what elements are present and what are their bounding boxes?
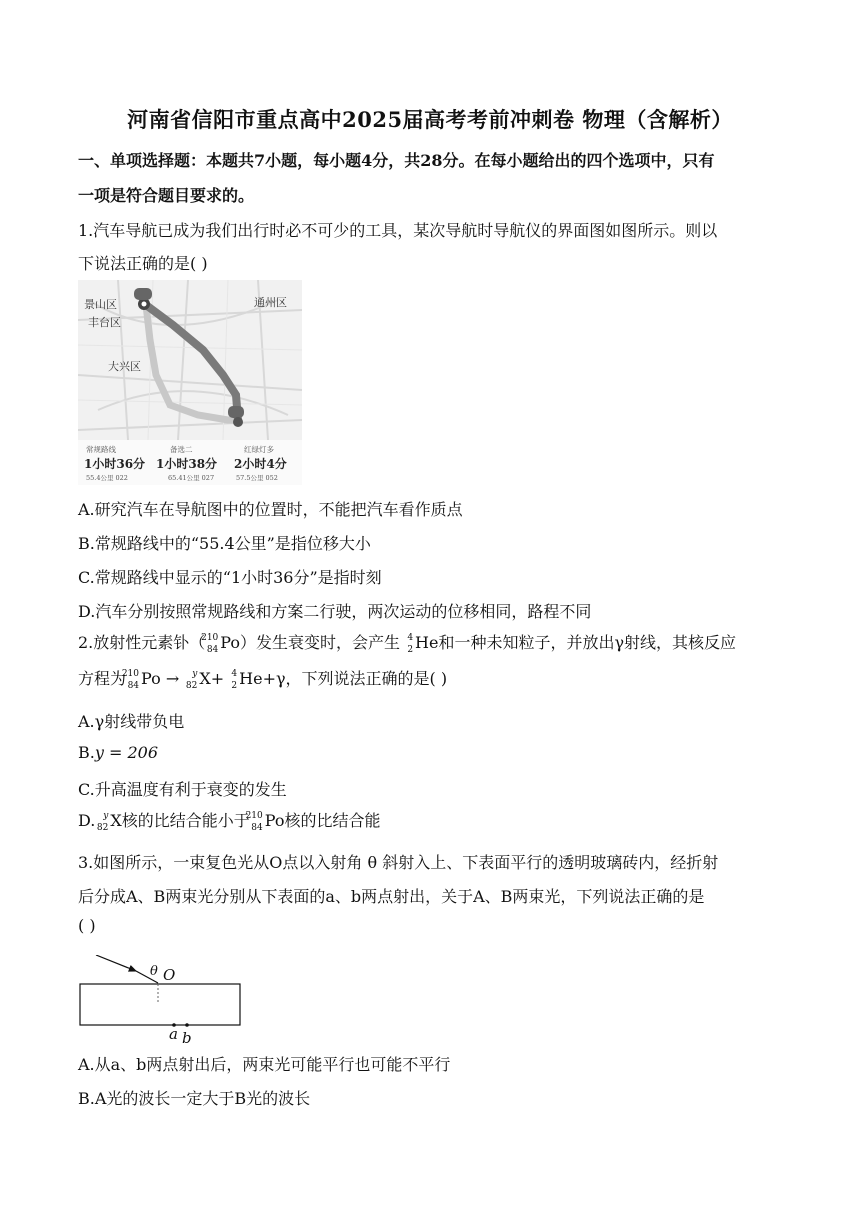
eq-he-atomic: 2 xyxy=(231,680,238,691)
eq-he-symbol: He xyxy=(239,669,263,688)
q3-option-b: B.A光的波长一定大于B光的波长 xyxy=(78,1089,311,1108)
q2-option-d-prefix: D. xyxy=(78,811,96,830)
point-a-label: a xyxy=(169,1025,178,1043)
map-label-0: 景山区 xyxy=(84,298,117,311)
route-info-1: 65.41公里 027 xyxy=(168,474,215,482)
eq-po-mass: 210 xyxy=(121,668,140,679)
q2-option-d-mid: 核的比结合能小于 xyxy=(121,811,250,830)
q2-option-c: C.升高温度有利于衰变的发生 xyxy=(78,780,287,799)
route-info-0: 55.4公里 022 xyxy=(86,474,128,482)
po-nuclide xyxy=(201,632,219,655)
eq-po-nuclide xyxy=(121,668,140,691)
section-heading-line2: 一项是符合题目要求的。 xyxy=(78,186,255,205)
q3-stem-line2: 后分成A、B两束光分别从下表面的a、b两点射出，关于A、B两束光，下列说法正确的是 xyxy=(78,887,705,906)
q2-option-b xyxy=(78,743,158,762)
map-label-3: 大兴区 xyxy=(108,360,141,373)
optd-x-atomic: 82 xyxy=(96,822,109,833)
q2-option-d xyxy=(78,808,381,833)
map-label-1: 通州区 xyxy=(254,296,287,309)
q2-stem-line2 xyxy=(78,666,447,691)
q2-stem-part3: 和一种未知粒子，并放出γ射线，其核反应 xyxy=(438,633,737,652)
q2-option-d-end: 核的比结合能 xyxy=(284,811,381,830)
eq-x-atomic: 82 xyxy=(185,680,198,691)
q3-stem-line1: 3.如图所示，一束复色光从O点以入射角 θ 斜射入上、下表面平行的透明玻璃砖内，经折射 xyxy=(78,853,719,872)
route-time-0: 1小时36分 xyxy=(84,457,146,471)
q2-stem-part1: 2.放射性元素钋（ xyxy=(78,633,206,652)
route-time-1: 1小时38分 xyxy=(156,457,218,471)
q2-stem-part2: ）发生衰变时，会产生 xyxy=(240,633,401,652)
po-atomic: 84 xyxy=(206,644,219,655)
q1-option-c: C.常规路线中显示的“1小时36分”是指时刻 xyxy=(78,568,382,587)
q2-option-b-prefix: B. xyxy=(78,743,95,762)
navigation-map-figure xyxy=(78,280,302,485)
q2-option-b-equation: y = 206 xyxy=(94,743,158,762)
q1-option-d: D.汽车分别按照常规路线和方案二行驶，两次运动的位移相同，路程不同 xyxy=(78,602,592,621)
q2-stem-line1 xyxy=(78,630,736,655)
eq-plus: + xyxy=(210,669,225,688)
eq-x-symbol: X xyxy=(199,669,211,688)
eq-he-mass: 4 xyxy=(231,668,238,679)
optd-po-atomic: 84 xyxy=(251,822,263,833)
q2-option-a: A.γ射线带负电 xyxy=(78,712,185,731)
page-title: 河南省信阳市重点高中2025届高考考前冲刺卷 物理（含解析） xyxy=(127,107,733,132)
route-name-2: 红绿灯多 xyxy=(244,445,274,454)
point-b-label: b xyxy=(182,1029,192,1045)
q1-option-a: A.研究汽车在导航图中的位置时，不能把汽车看作质点 xyxy=(78,500,463,519)
optd-x-mass: y xyxy=(103,810,109,821)
theta-label: θ xyxy=(150,964,158,979)
q2-stem2-part2: ，下列说法正确的是( ) xyxy=(285,669,448,688)
he-atomic: 2 xyxy=(407,644,414,655)
reaction-arrow: → xyxy=(165,669,180,688)
he-nuclide xyxy=(400,633,414,655)
po-mass: 210 xyxy=(201,632,219,643)
optd-x-nuclide xyxy=(95,811,109,833)
optd-po-nuclide xyxy=(245,810,264,833)
he-mass: 4 xyxy=(407,632,414,643)
eq-x-mass: y xyxy=(192,668,198,679)
glass-brick-figure xyxy=(78,955,248,1045)
po-symbol: Po xyxy=(220,633,241,652)
point-o-label: O xyxy=(163,966,176,984)
optd-x-symbol: X xyxy=(110,811,122,830)
he-symbol: He xyxy=(415,633,439,652)
eq-gamma: +γ xyxy=(262,669,286,688)
eq-po-symbol: Po xyxy=(141,669,161,688)
route-name-0: 常规路线 xyxy=(86,445,116,454)
route-info-2: 57.5公里 052 xyxy=(236,474,278,482)
map-label-2: 丰台区 xyxy=(88,316,121,329)
route-time-2: 2小时4分 xyxy=(234,457,287,471)
section-heading-line1: 一、单项选择题：本题共7小题，每小题4分，共28分。在每小题给出的四个选项中，只有 xyxy=(78,151,715,170)
route-name-1: 备选二 xyxy=(170,445,193,454)
optd-po-mass: 210 xyxy=(245,810,263,821)
q3-stem-line3: ( ) xyxy=(78,916,96,935)
q2-stem2-part1: 方程为 xyxy=(78,669,127,688)
q1-option-b: B.常规路线中的“55.4公里”是指位移大小 xyxy=(78,534,371,553)
optd-po-symbol: Po xyxy=(264,811,285,830)
eq-x-nuclide xyxy=(184,669,198,691)
q3-option-a: A.从a、b两点射出后，两束光可能平行也可能不平行 xyxy=(78,1055,451,1074)
q1-stem-line1: 1.汽车导航已成为我们出行时必不可少的工具，某次导航时导航仪的界面图如图所示。则以 xyxy=(78,221,718,240)
eq-po-atomic: 84 xyxy=(127,680,140,691)
incident-ray xyxy=(96,955,136,971)
eq-he-nuclide xyxy=(224,669,238,691)
glass-brick xyxy=(80,984,240,1025)
q1-stem-line2: 下说法正确的是( ) xyxy=(78,254,208,273)
